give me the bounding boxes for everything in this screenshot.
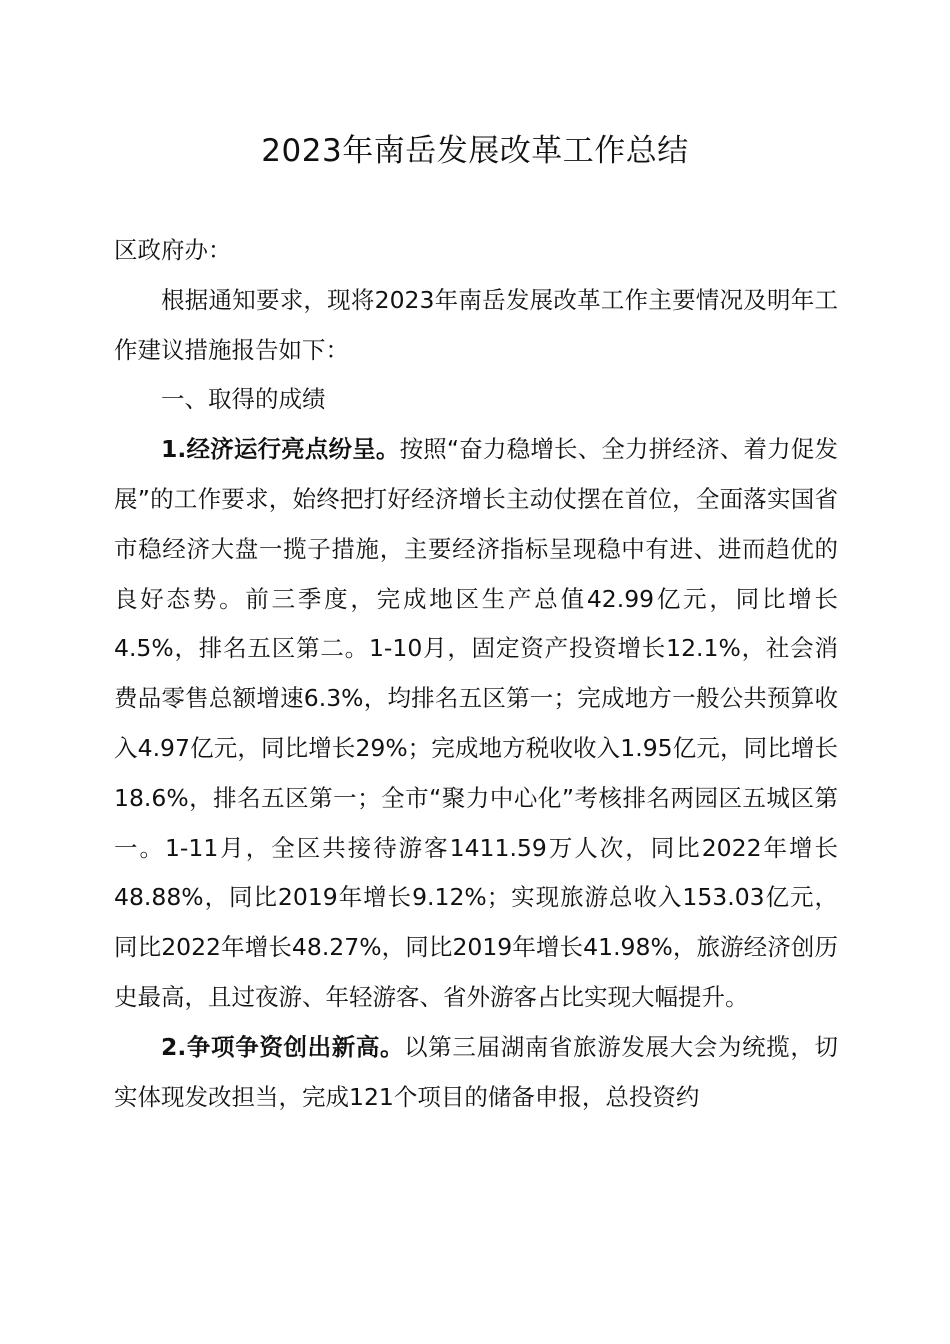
item-2-body: 以第三届湖南省旅游发展大会为统揽，切实体现发改担当，完成121个项目的储备申报，总投资约: [114, 1032, 838, 1111]
document-title: 2023年南岳发展改革工作总结: [261, 133, 689, 169]
intro-paragraph: 根据通知要求，现将2023年南岳发展改革工作主要情况及明年工作建议措施报告如下：: [114, 285, 838, 364]
addressee: 区政府办：: [114, 236, 232, 264]
paragraph-item-1: [114, 425, 838, 1023]
item-1-lead: 1.经济运行亮点纷呈。: [161, 435, 400, 464]
document-body: [114, 226, 838, 1122]
item-2-lead: 2.争项争资创出新高。: [161, 1032, 405, 1061]
section-heading-achievements: 一、取得的成绩: [161, 385, 326, 414]
item-1-body: 按照“奋力稳增长、全力拼经济、着力促发展”的工作要求，始终把打好经济增长主动仗摆在首位，全面落实国省市稳经济大盘一揽子措施，主要经济指标呈现稳中有进、进而趋优的良好态势。前三季度，完成地区生产总值42.99亿元，同比增长4.5%，排名五区第二。1-10月，固定资产投资增长12.1%，社会消费品零售总额增速6.3%，均排名五区第一；完成地方一般公共预算收入4.97亿元，同比增长29%；完成地方税收收入1.95亿元，同比增长18.6%，排名五区第一；全市“聚力中心化”考核排名两园区五城区第一。1-11月，全区共接待游客1411.59万人次，同比2022年增长48.88%，同比2019年增长9.12%；实现旅游总收入153.03亿元，同比2022年增长48.27%，同比2019年增长41.98%，旅游经济创历史最高，且过夜游、年轻游客、省外游客占比实现大幅提升。: [114, 435, 838, 1011]
paragraph-item-2: [114, 1023, 838, 1123]
